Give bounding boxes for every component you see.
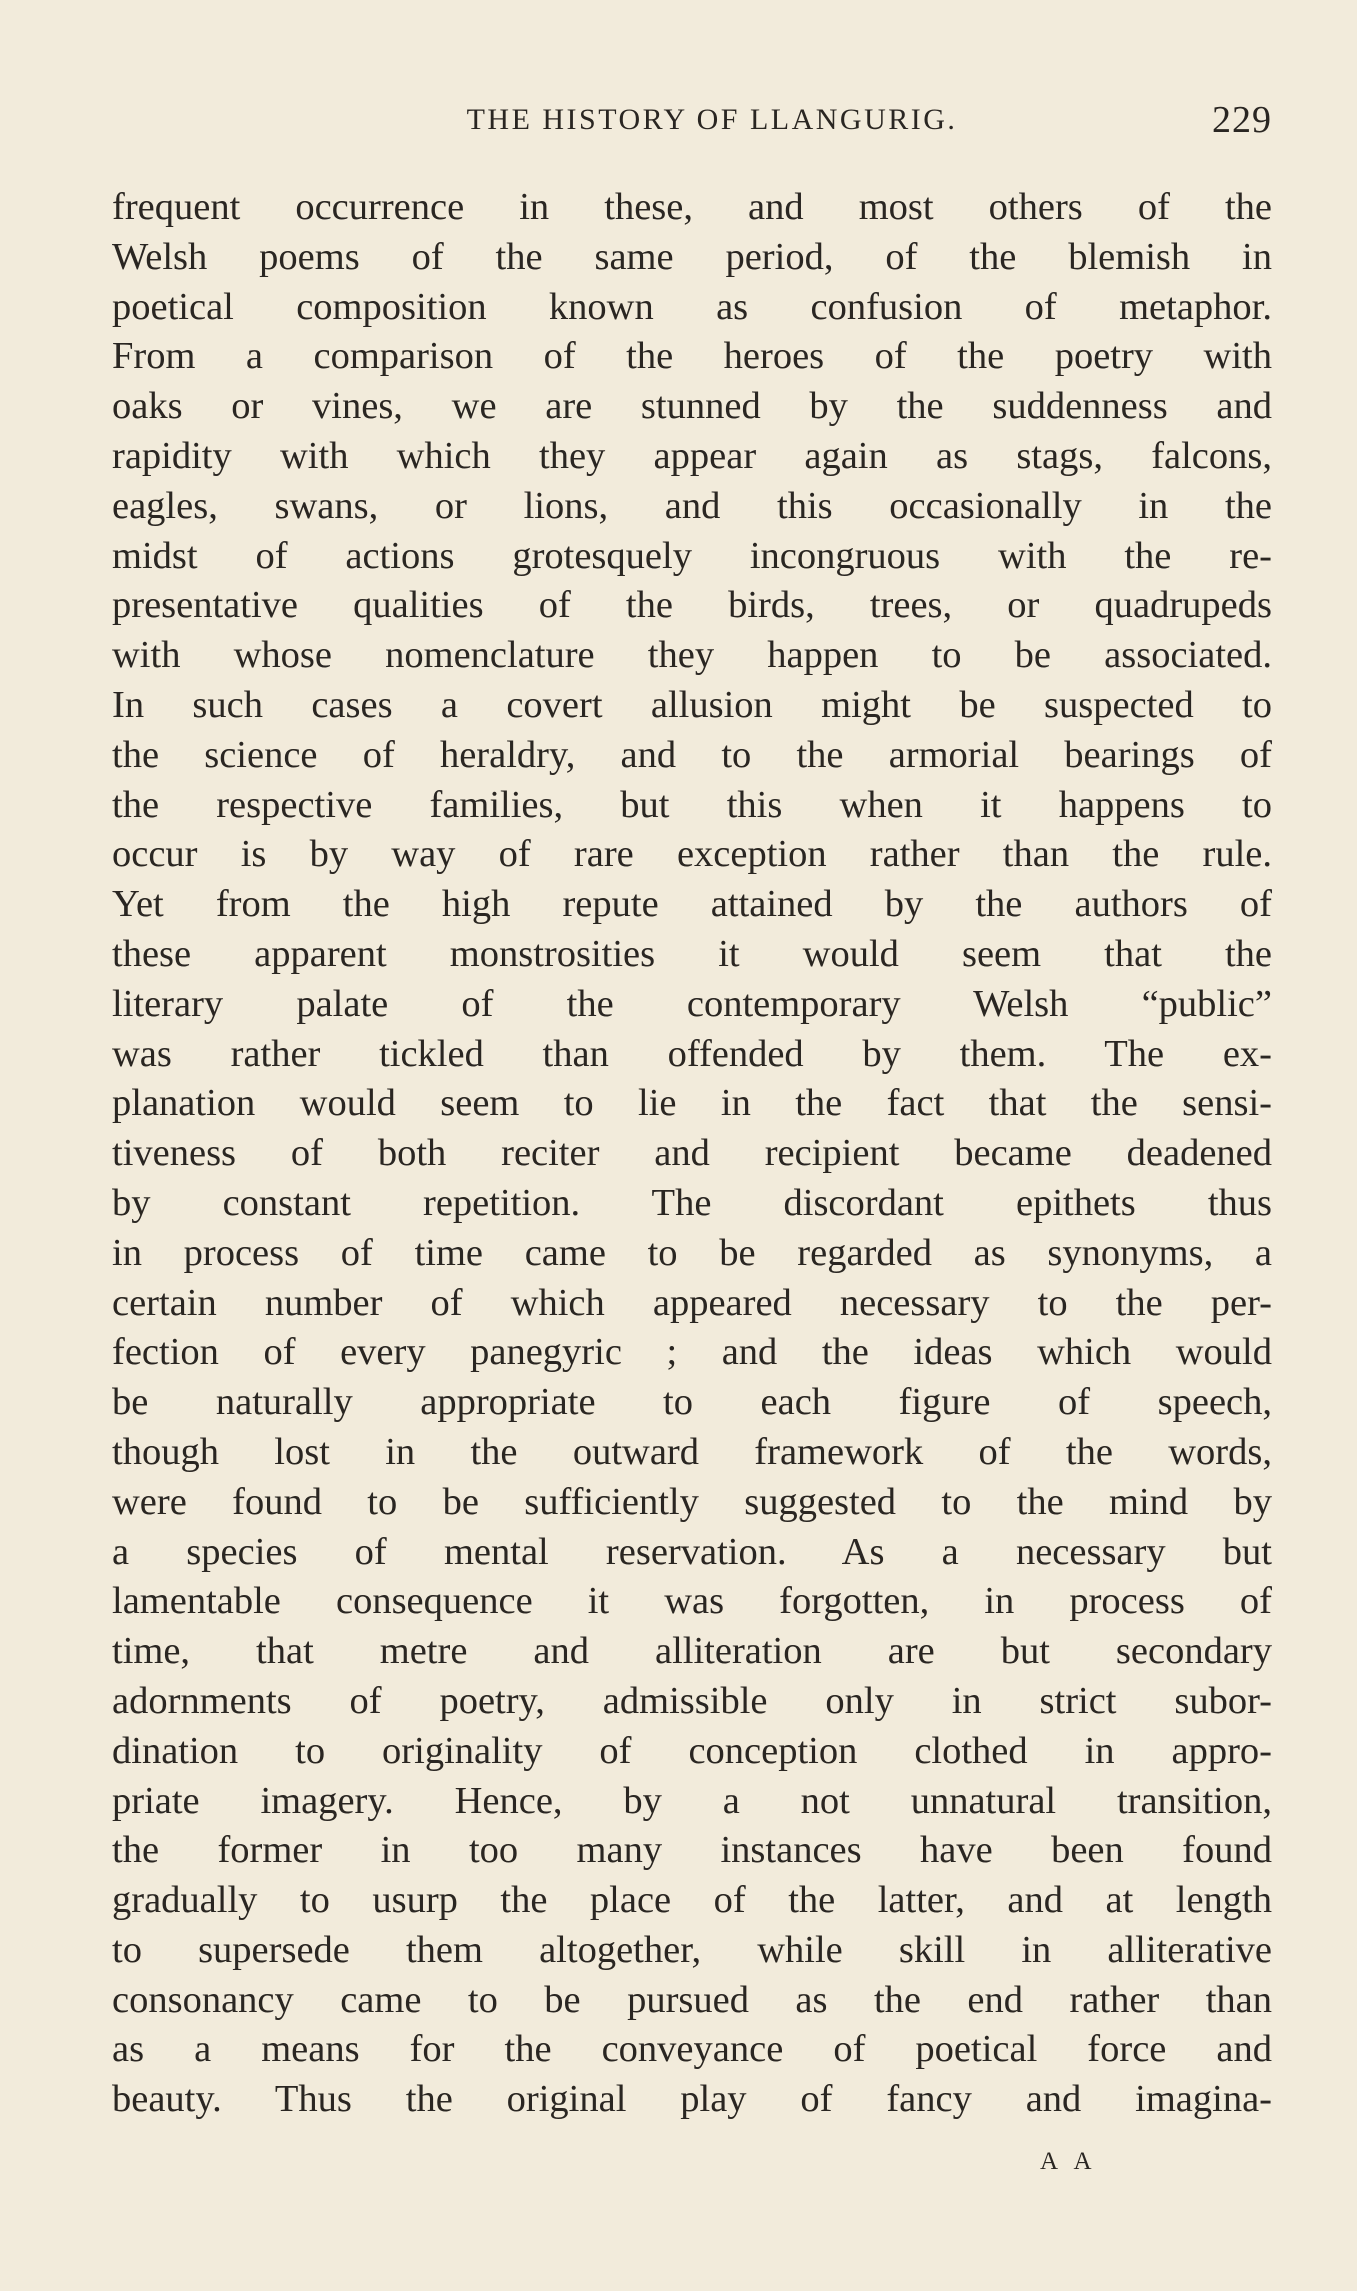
running-title: THE HISTORY OF LLANGURIG. (466, 103, 958, 136)
text-line: presentative qualities of the birds, trees, or quadrupeds (112, 584, 1272, 627)
text-line: midst of actions grotesquely incongruous with the re- (112, 534, 1272, 577)
text-line: with whose nomenclature they happen to be associated. (112, 634, 1272, 677)
text-line: rapidity with which they appear again as stags, falcons, (112, 434, 1272, 477)
text-line: be naturally appropriate to each figure of speech, (112, 1381, 1272, 1424)
text-line: the science of heraldry, and to the armorial bearings of (112, 733, 1272, 776)
text-line: literary palate of the contemporary Welsh “public” (112, 982, 1272, 1025)
text-line: as a means for the conveyance of poetical force and (112, 2028, 1272, 2071)
text-line: these apparent monstrosities it would seem that the (112, 932, 1272, 975)
page-header (112, 95, 1272, 145)
text-line: certain number of which appeared necessary to the per- (112, 1281, 1272, 1324)
text-line: gradually to usurp the place of the latter, and at length (112, 1879, 1272, 1922)
text-line: were found to be sufficiently suggested to the mind by (112, 1480, 1272, 1523)
text-line: time, that metre and alliteration are but secondary (112, 1630, 1272, 1673)
text-line: tiveness of both reciter and recipient became deadened (112, 1132, 1272, 1175)
text-line: in process of time came to be regarded as synonyms, a (112, 1231, 1272, 1274)
text-line: to supersede them altogether, while skill in alliterative (112, 1928, 1272, 1971)
text-line: oaks or vines, we are stunned by the suddenness and (112, 385, 1272, 428)
text-line: fection of every panegyric ; and the ideas which would (112, 1331, 1272, 1374)
text-line: From a comparison of the heroes of the poetry with (112, 335, 1272, 378)
text-line: planation would seem to lie in the fact that the sensi- (112, 1082, 1272, 1125)
text-line: beauty. Thus the original play of fancy and imagina- (112, 2078, 1272, 2121)
text-line: the respective families, but this when it happens to (112, 783, 1272, 826)
page-number: 229 (1212, 99, 1272, 141)
text-line: lamentable consequence it was forgotten, in process of (112, 1580, 1272, 1623)
text-line: In such cases a covert allusion might be suspected to (112, 683, 1272, 726)
text-line: Yet from the high repute attained by the authors of (112, 883, 1272, 926)
text-line: frequent occurrence in these, and most others of the (112, 186, 1272, 228)
text-line: priate imagery. Hence, by a not unnatural transition, (112, 1779, 1272, 1822)
text-line: Welsh poems of the same period, of the blemish in (112, 235, 1272, 278)
text-line: the former in too many instances have been found (112, 1829, 1272, 1872)
text-line: occur is by way of rare exception rather than the rule. (112, 833, 1272, 876)
text-line: poetical composition known as confusion of metaphor. (112, 285, 1272, 328)
text-line: though lost in the outward framework of the words, (112, 1430, 1272, 1473)
text-line: dination to originality of conception clothed in appro- (112, 1729, 1272, 1772)
text-line: a species of mental reservation. As a necessary but (112, 1530, 1272, 1573)
text-line: by constant repetition. The discordant epithets thus (112, 1181, 1272, 1224)
text-line: was rather tickled than offended by them. The ex- (112, 1032, 1272, 1075)
text-line: consonancy came to be pursued as the end rather than (112, 1978, 1272, 2021)
text-line: eagles, swans, or lions, and this occasionally in the (112, 484, 1272, 527)
signature-mark: A A (1040, 2148, 1098, 2175)
body-text (112, 183, 1272, 2125)
text-line: adornments of poetry, admissible only in strict subor- (112, 1679, 1272, 1722)
